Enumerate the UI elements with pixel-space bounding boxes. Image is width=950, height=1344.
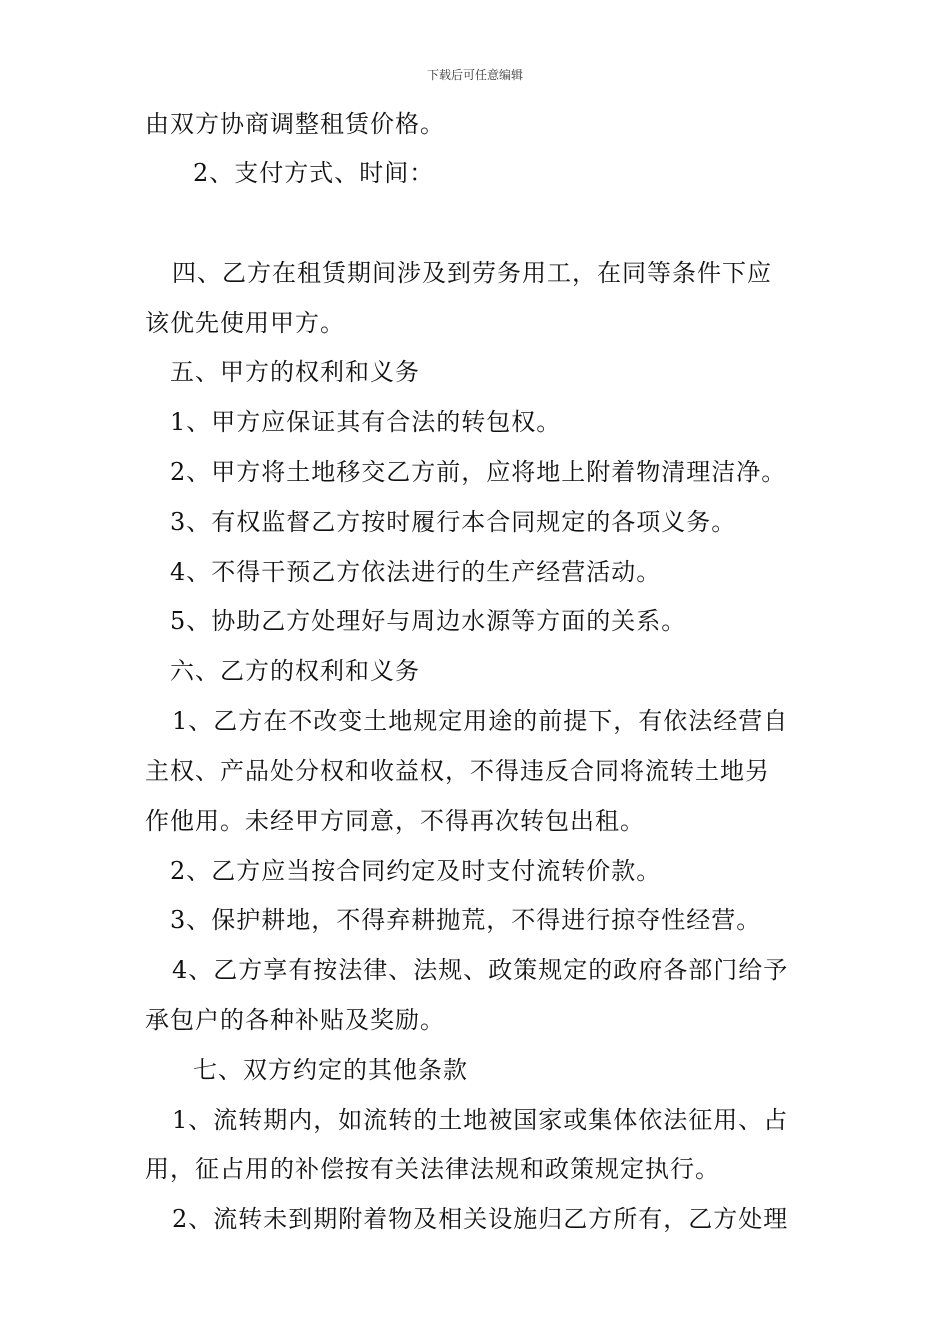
text-line: 作他用。未经甲方同意，不得再次转包出租。 xyxy=(145,807,645,835)
text-line: 4、乙方享有按法律、法规、政策规定的政府各部门给予 xyxy=(172,956,789,984)
text-line: 4、不得干预乙方依法进行的生产经营活动。 xyxy=(170,558,662,586)
text-line: 该优先使用甲方。 xyxy=(145,309,345,337)
text-line: 六、乙方的权利和义务 xyxy=(170,657,420,685)
text-line: 2、流转未到期附着物及相关设施归乙方所有，乙方处理 xyxy=(172,1205,789,1233)
text-line: 1、流转期内，如流转的土地被国家或集体依法征用、占 xyxy=(172,1106,789,1134)
text-line: 七、双方约定的其他条款 xyxy=(193,1056,468,1084)
text-line: 2、甲方将土地移交乙方前，应将地上附着物清理洁净。 xyxy=(170,458,787,486)
text-line: 由双方协商调整租赁价格。 xyxy=(145,110,445,138)
text-line: 用，征占用的补偿按有关法律法规和政策规定执行。 xyxy=(145,1155,720,1183)
text-line: 承包户的各种补贴及奖励。 xyxy=(145,1006,445,1034)
text-line: 1、乙方在不改变土地规定用途的前提下，有依法经营自 xyxy=(172,707,789,735)
text-line: 3、有权监督乙方按时履行本合同规定的各项义务。 xyxy=(170,508,737,536)
page-header: 下载后可任意编辑 xyxy=(426,68,523,82)
text-line: 四、乙方在租赁期间涉及到劳务用工，在同等条件下应 xyxy=(172,259,772,287)
text-line: 5、协助乙方处理好与周边水源等方面的关系。 xyxy=(170,607,687,635)
text-line: 主权、产品处分权和收益权，不得违反合同将流转土地另 xyxy=(145,757,770,785)
text-line: 1、甲方应保证其有合法的转包权。 xyxy=(170,408,562,436)
text-line: 2、乙方应当按合同约定及时支付流转价款。 xyxy=(170,857,662,885)
text-line: 2、支付方式、时间： xyxy=(193,159,435,187)
text-line: 五、甲方的权利和义务 xyxy=(170,358,420,386)
text-line: 3、保护耕地，不得弃耕抛荒，不得进行掠夺性经营。 xyxy=(170,906,762,934)
